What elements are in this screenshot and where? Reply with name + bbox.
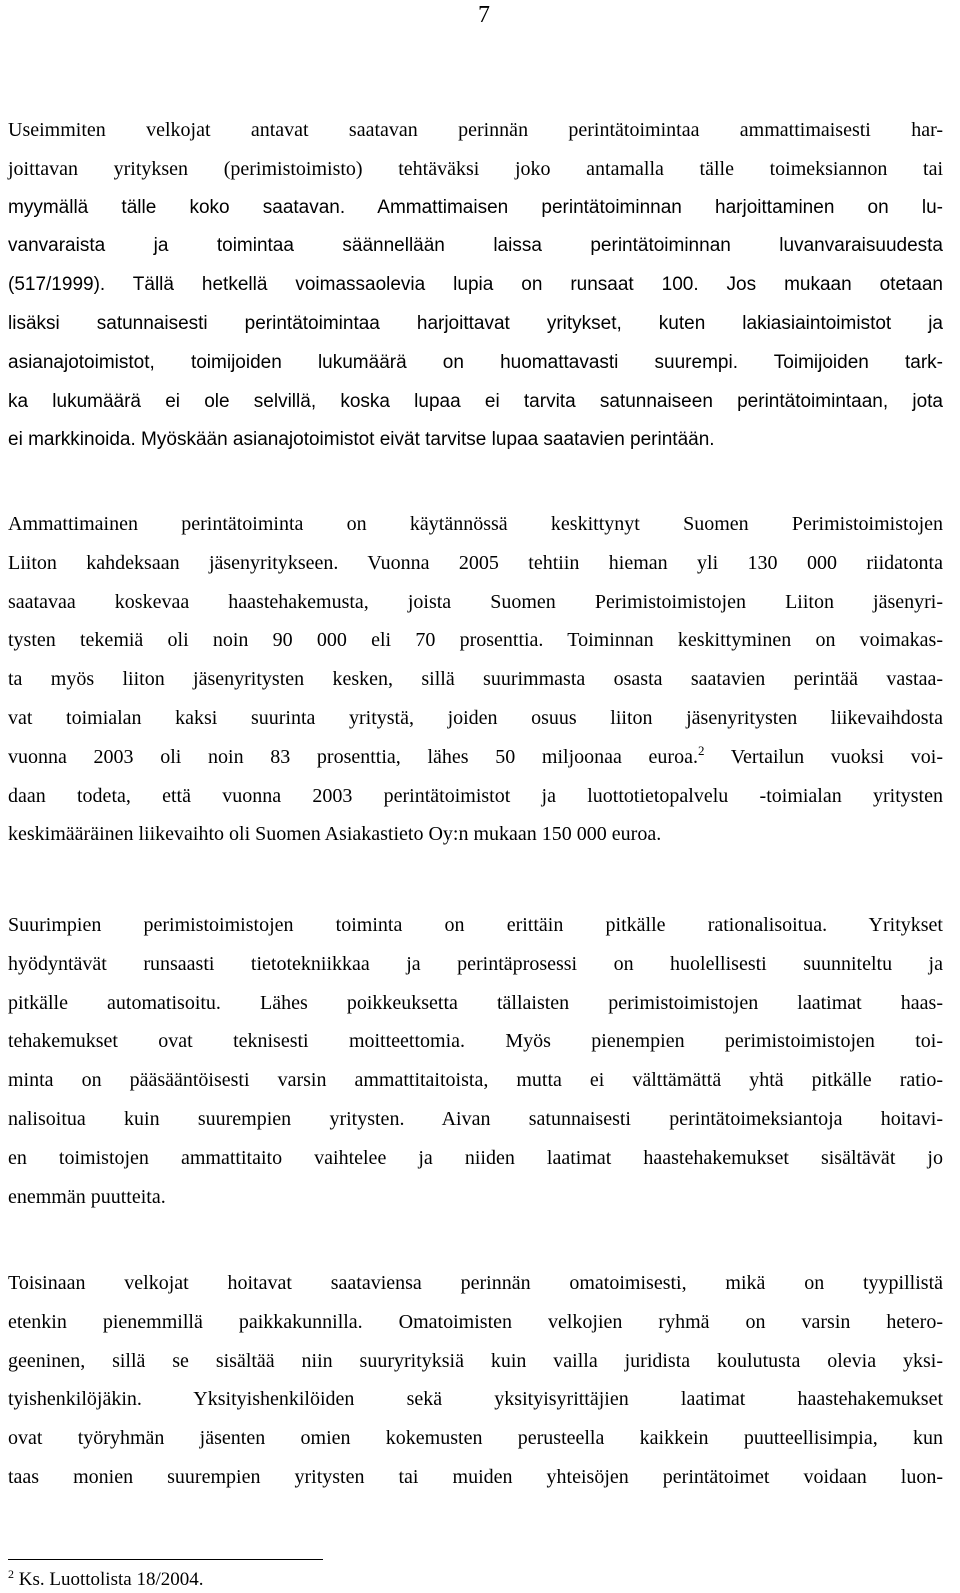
text-line: hyödyntävät runsaasti tietotekniikkaa ja perintäprosessi on huolellisesti suunniteltu ja [8, 952, 943, 975]
text-line: pitkälle automatisoitu. Lähes poikkeuksetta tällaisten perimistoimistojen laatimat haas- [8, 991, 943, 1014]
footnote-divider [8, 1559, 323, 1560]
text-line: lisäksi satunnaisesti perintätoimintaa harjoittavat yritykset, kuten lakiasiaintoimistot ja [8, 312, 943, 334]
footnote-number: 2 [8, 1567, 14, 1581]
text-line: Useimmiten velkojat antavat saatavan perinnän perintätoimintaa ammattimaisesti har- [8, 119, 943, 141]
text-line: vat toimialan kaksi suurinta yritystä, joiden osuus liiton jäsenyritysten liikevaihdosta [8, 706, 943, 729]
text-line: vanvaraista ja toimintaa säännellään laissa perintätoiminnan luvanvaraisuudesta [8, 235, 943, 257]
text-line: keskimääräinen liikevaihto oli Suomen Asiakastieto Oy:n mukaan 150 000 euroa. [8, 823, 662, 846]
text-line: Liiton kahdeksaan jäsenyritykseen. Vuonna 2005 tehtiin hieman yli 130 000 riidatonta [8, 551, 943, 574]
text-line: tehakemukset ovat teknisesti moitteettomia. Myös pienempien perimistoimistojen toi- [8, 1030, 943, 1053]
paragraph-2 [8, 505, 943, 854]
text-line: myymällä tälle koko saatavan. Ammattimaisen perintätoiminnan harjoittaminen on lu- [8, 196, 943, 218]
text-line: Suurimpien perimistoimistojen toiminta on erittäin pitkälle rationalisoitua. Yritykset [8, 914, 943, 936]
text-line: taas monien suurempien yritysten tai muiden yhteisöjen perintätoimet voidaan luon- [8, 1465, 943, 1488]
text-line-with-footnote-ref [8, 738, 943, 777]
text-line: saatavaa koskevaa haastehakemusta, joista Suomen Perimistoimistojen Liiton jäsenyri- [8, 590, 943, 613]
text-line: ovat työryhmän jäsenten omien kokemusten perusteella kaikkein puutteellisimpia, kun [8, 1427, 943, 1450]
paragraph-3 [8, 906, 943, 1216]
text-line: (517/1999). Tällä hetkellä voimassaolevia lupia on runsaat 100. Jos mukaan otetaan [8, 274, 943, 296]
text-line: asianajotoimistot, toimijoiden lukumäärä on huomattavasti suurempi. Toimijoiden tark- [8, 351, 943, 373]
text-line: ta myös liiton jäsenyritysten kesken, sillä suurimmasta osasta saatavien perintää vastaa- [8, 668, 943, 691]
text-line: ka lukumäärä ei ole selvillä, koska lupaa ei tarvita satunnaiseen perintätoimintaan, jota [8, 390, 943, 412]
footnote [8, 1567, 203, 1593]
text-line: minta on pääsääntöisesti varsin ammattitaitoista, mutta ei välttämättä yhtä pitkälle ratio- [8, 1069, 943, 1092]
text-line: nalisoitua kuin suurempien yritysten. Aivan satunnaisesti perintätoimeksiantoja hoitavi- [8, 1107, 943, 1130]
footnote-text: Ks. Luottolista 18/2004. [14, 1569, 204, 1590]
text-line: en toimistojen ammattitaito vaihtelee ja niiden laatimat haastehakemukset sisältävät jo [8, 1146, 943, 1169]
text-line: Ammattimainen perintätoiminta on käytännössä keskittynyt Suomen Perimistoimistojen [8, 513, 943, 535]
text-line: Toisinaan velkojat hoitavat saataviensa perinnän omatoimisesti, mikä on tyypillistä [8, 1272, 943, 1294]
text-line: enemmän puutteita. [8, 1185, 166, 1208]
paragraph-4 [8, 1264, 943, 1497]
paragraph-1 [8, 111, 943, 460]
text-line: etenkin pienemmillä paikkakunnilla. Omatoimisten velkojien ryhmä on varsin hetero- [8, 1310, 943, 1333]
page-number: 7 [478, 2, 490, 28]
text-line: geeninen, sillä se sisältää niin suuryrityksiä kuin vailla juridista koulutusta olevia yksi- [8, 1349, 943, 1372]
footnote-ref[interactable]: 2 [697, 742, 705, 758]
text-segment: vuonna 2003 oli noin 83 prosenttia, lähes 50 miljoonaa euroa. [8, 745, 698, 768]
text-line: joittavan yrityksen (perimistoimisto) tehtäväksi joko antamalla tälle toimeksiannon tai [8, 157, 943, 180]
text-line: ei markkinoida. Myöskään asianajotoimistot eivät tarvitse lupaa saatavien perintään. [8, 429, 715, 451]
text-segment: Vertailun vuoksi voi- [704, 745, 943, 768]
text-line: tysten tekemiä oli noin 90 000 eli 70 prosenttia. Toiminnan keskittyminen on voimakas- [8, 629, 943, 652]
text-line: tyishenkilöjäkin. Yksityishenkilöiden sekä yksityisyrittäjien laatimat haastehakemukset [8, 1388, 943, 1411]
text-line: daan todeta, että vuonna 2003 perintätoimistot ja luottotietopalvelu -toimialan yritysten [8, 784, 943, 807]
